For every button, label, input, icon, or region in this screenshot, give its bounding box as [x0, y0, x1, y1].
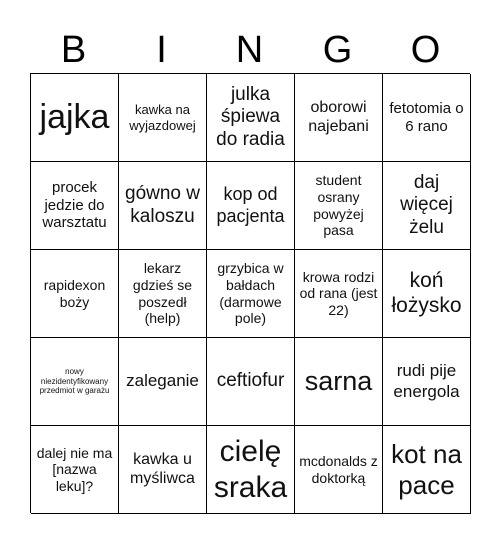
header-letter-i: I — [156, 28, 168, 71]
bingo-cell[interactable] — [295, 338, 383, 426]
bingo-cell[interactable] — [207, 74, 295, 162]
bingo-cell[interactable] — [295, 162, 383, 250]
bingo-cell-text: rudi pije energola — [393, 361, 460, 401]
bingo-header — [30, 28, 470, 72]
bingo-cell[interactable] — [31, 162, 119, 250]
bingo-cell[interactable] — [119, 338, 207, 426]
bingo-cell[interactable] — [295, 74, 383, 162]
bingo-cell-text: procek jedzie do warsztatu — [42, 178, 107, 232]
header-letter-g: G — [322, 28, 354, 71]
bingo-cell-text: ceftiofur — [216, 370, 285, 392]
bingo-cell[interactable] — [383, 250, 471, 338]
bingo-cell-text: mcdonalds z doktorką — [299, 452, 378, 486]
bingo-cell-text: julka śpiewa do radia — [216, 83, 285, 150]
bingo-cell[interactable] — [207, 162, 295, 250]
bingo-cell[interactable] — [31, 250, 119, 338]
bingo-cell-text: lekarz gdzieś se poszedł (help) — [132, 260, 193, 327]
header-letter-b: B — [60, 28, 88, 71]
bingo-cell-text: gówno w kaloszu — [125, 183, 200, 227]
bingo-cell-text: kawka u myśliwca — [130, 450, 195, 487]
bingo-cell-text: rapidexon boży — [43, 276, 106, 310]
header-letter-n: N — [235, 28, 265, 71]
bingo-cell[interactable] — [119, 74, 207, 162]
bingo-cell-text: daj więcej żelu — [400, 171, 453, 238]
bingo-cell-text: sarna — [304, 365, 373, 396]
bingo-cell-text: oborowi najebani — [308, 98, 369, 135]
bingo-cell[interactable] — [383, 162, 471, 250]
bingo-cell-text: zaleganie — [126, 371, 199, 391]
bingo-cell[interactable] — [295, 426, 383, 514]
bingo-cell[interactable] — [119, 250, 207, 338]
bingo-cell[interactable] — [31, 338, 119, 426]
bingo-cell-text: koń łożysko — [391, 268, 462, 317]
bingo-cell[interactable] — [207, 338, 295, 426]
bingo-cell[interactable] — [383, 74, 471, 162]
bingo-cell[interactable] — [295, 250, 383, 338]
bingo-cell[interactable] — [119, 426, 207, 514]
bingo-grid — [30, 73, 470, 513]
bingo-cell-text: fetotomia o 6 rano — [389, 99, 464, 135]
bingo-cell-text: student osrany powyżej pasa — [313, 172, 364, 239]
bingo-cell-text: krowa rodzi od rana (jest 22) — [299, 268, 378, 318]
header-letter-o: O — [410, 28, 442, 71]
bingo-cell[interactable] — [383, 338, 471, 426]
bingo-cell[interactable] — [383, 426, 471, 514]
bingo-cell[interactable] — [207, 426, 295, 514]
bingo-cell-text: grzybica w bałdach (darmowe pole) — [217, 260, 284, 327]
bingo-cell-text: kop od pacjenta — [216, 184, 285, 226]
bingo-cell-text: kawka na wyjazdowej — [129, 102, 196, 133]
bingo-cell[interactable] — [31, 426, 119, 514]
bingo-cell[interactable] — [119, 162, 207, 250]
bingo-cell-free[interactable] — [207, 250, 295, 338]
bingo-cell-text: nowy niezidentyfikowany przedmiot w garażu — [39, 367, 110, 396]
bingo-cell-text: dalej nie ma [nazwa leku]? — [36, 444, 113, 494]
bingo-cell-text: cielę sraka — [213, 435, 288, 504]
bingo-cell-text: kot na pace — [391, 438, 462, 500]
bingo-cell-text: jajka — [39, 98, 110, 137]
bingo-cell[interactable] — [31, 74, 119, 162]
